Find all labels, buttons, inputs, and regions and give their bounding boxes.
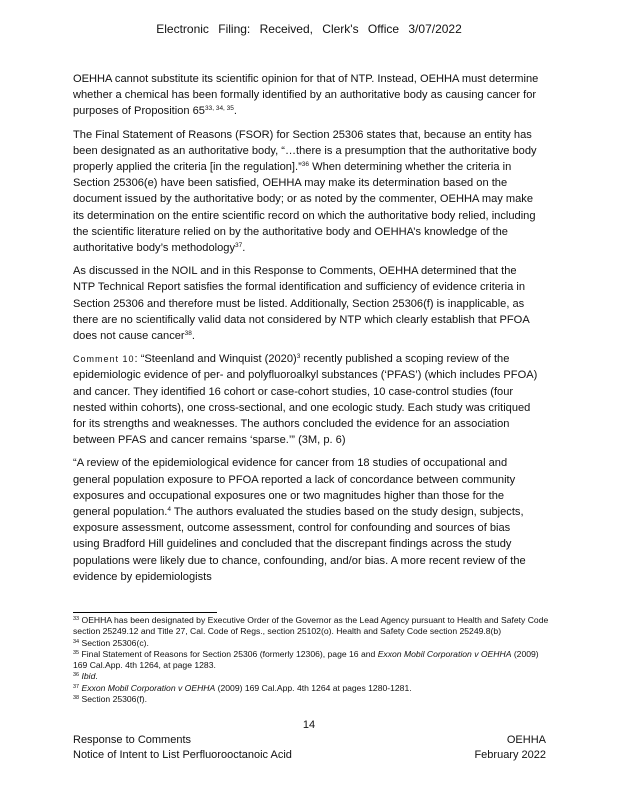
paragraph-3: As discussed in the NOIL and in this Response to Comments, OEHHA determined that the NTP Technical Report satisfies the formal identification and sufficiency of evidence criteria in Section 25306 and therefore must be listed. Additionally, Section 25306(f) is inapplicable, as there are no scientifically valid data not considered by NTP which clearly establish that PFOA does not cause cancer$^{38}$. bbox=[73, 265, 530, 343]
document-body bbox=[73, 71, 539, 592]
comment-label: Comment 10 bbox=[73, 354, 135, 365]
paragraph-2: The Final Statement of Reasons (FSOR) for Section 25306 states that, because an entity has been designated as an authoritative body, “…there is a presumption that the authoritative body properly applied the criteria [in the regulation].”$^{36}$ When determining whether the criteria in Section 25306(e) have been satisfied, OEHHA may make its determination based on the document issued by the authoritative body; or as noted by the commenter, OEHHA may make its determination on the entire scientific record on which the authoritative body relied, including the scientific literature relied on by the authoritative body and OEHHA’s knowledge of the authoritative body’s methodology$^{37}$. bbox=[73, 128, 537, 255]
footnote-ref: 33, 34, 35 bbox=[204, 105, 234, 113]
paragraph-5: “A review of the epidemiological evidence for cancer from 18 studies of occupational and general population exposure to PFOA reported a lack of concordance between community exposures and occupational exposures one or two magnitudes higher than those for the general population.$^4$ The authors evaluated the studies based on the study design, subjects, exposure assessment, outcome assessment, control for confounding and sources of bias using Bradford Hill guidelines and concluded that the discrepant findings across the study populations were likely due to chance, confounding, and/or bias. A more recent review of the evidence by epidemiologists bbox=[73, 457, 526, 583]
footnote-38: $^{38}$ Section 25306(f). bbox=[73, 694, 147, 705]
footnote-divider bbox=[73, 612, 217, 613]
footer-left bbox=[73, 733, 292, 763]
footnote-ref: 36 bbox=[301, 161, 310, 169]
footer-right bbox=[474, 733, 546, 763]
filing-stamp-header: Electronic Filing: Received, Clerk's Office 3/07/2022 bbox=[156, 22, 462, 36]
footnotes bbox=[73, 615, 553, 705]
page-number: 14 bbox=[302, 719, 316, 731]
footnote-ref: 37 bbox=[235, 242, 243, 250]
footnote-37: $^{37}$ Exxon Mobil Corporation v OEHHA (2009) 169 Cal.App. 4th 1264 at pages 1280-1281. bbox=[73, 682, 412, 693]
footnote-35: $^{35}$ Final Statement of Reasons for Section 25306 (formerly 12306), page 16 and Exxon Mobil Corporation v OEHHA (2009) 169 Cal.App. 4th 1264, at page 1283. bbox=[73, 648, 539, 671]
footer-doc-subtitle: Notice of Intent to List Perfluorooctanoic Acid bbox=[73, 749, 292, 761]
comment-10-paragraph: Comment 10: “Steenland and Winquist $(2020)^3$ recently published a scoping review of the epidemiologic evidence of per- and polyfluoroalkyl substances (‘PFAS’) (which includes PFOA) and cancer. They identified 16 cohort or case-cohort studies, 10 case-control studies (four nested within cohorts), one cross-sectional, and one ecologic study. Each study was critiqued for its strengths and weaknesses. The authors concluded the evidence for an association between PFAS and cancer remains ‘sparse.’” (3M, p. 6) bbox=[73, 353, 538, 447]
footnote-ref: 3 bbox=[296, 353, 301, 361]
footer-agency: OEHHA bbox=[506, 734, 546, 746]
footer-date: February 2022 bbox=[474, 749, 546, 761]
footer-doc-title: Response to Comments bbox=[73, 734, 191, 746]
footnote-ref: 4 bbox=[167, 506, 171, 514]
footnote-34: $^{34}$ Section 25306(c). bbox=[73, 637, 149, 648]
footnote-ref: 38 bbox=[184, 330, 192, 338]
footnote-33: $^{33}$ OEHHA has been designated by Executive Order of the Governor as the Lead Agency pursuant to Health and Safety Code section 25249.12 and Title 27, Cal. Code of Regs., section 25102(o). Health and Safety Code section 25249.8(b) bbox=[73, 615, 549, 637]
paragraph-1: OEHHA cannot substitute its scientific opinion for that of NTP. Instead, OEHHA must determine whether a chemical has been formally identified by an authoritative body as causing cancer for purposes of Proposition 65$^{33, 34, 35}$. bbox=[73, 73, 539, 118]
footnote-36: $^{36}$ Ibid. bbox=[73, 671, 98, 682]
